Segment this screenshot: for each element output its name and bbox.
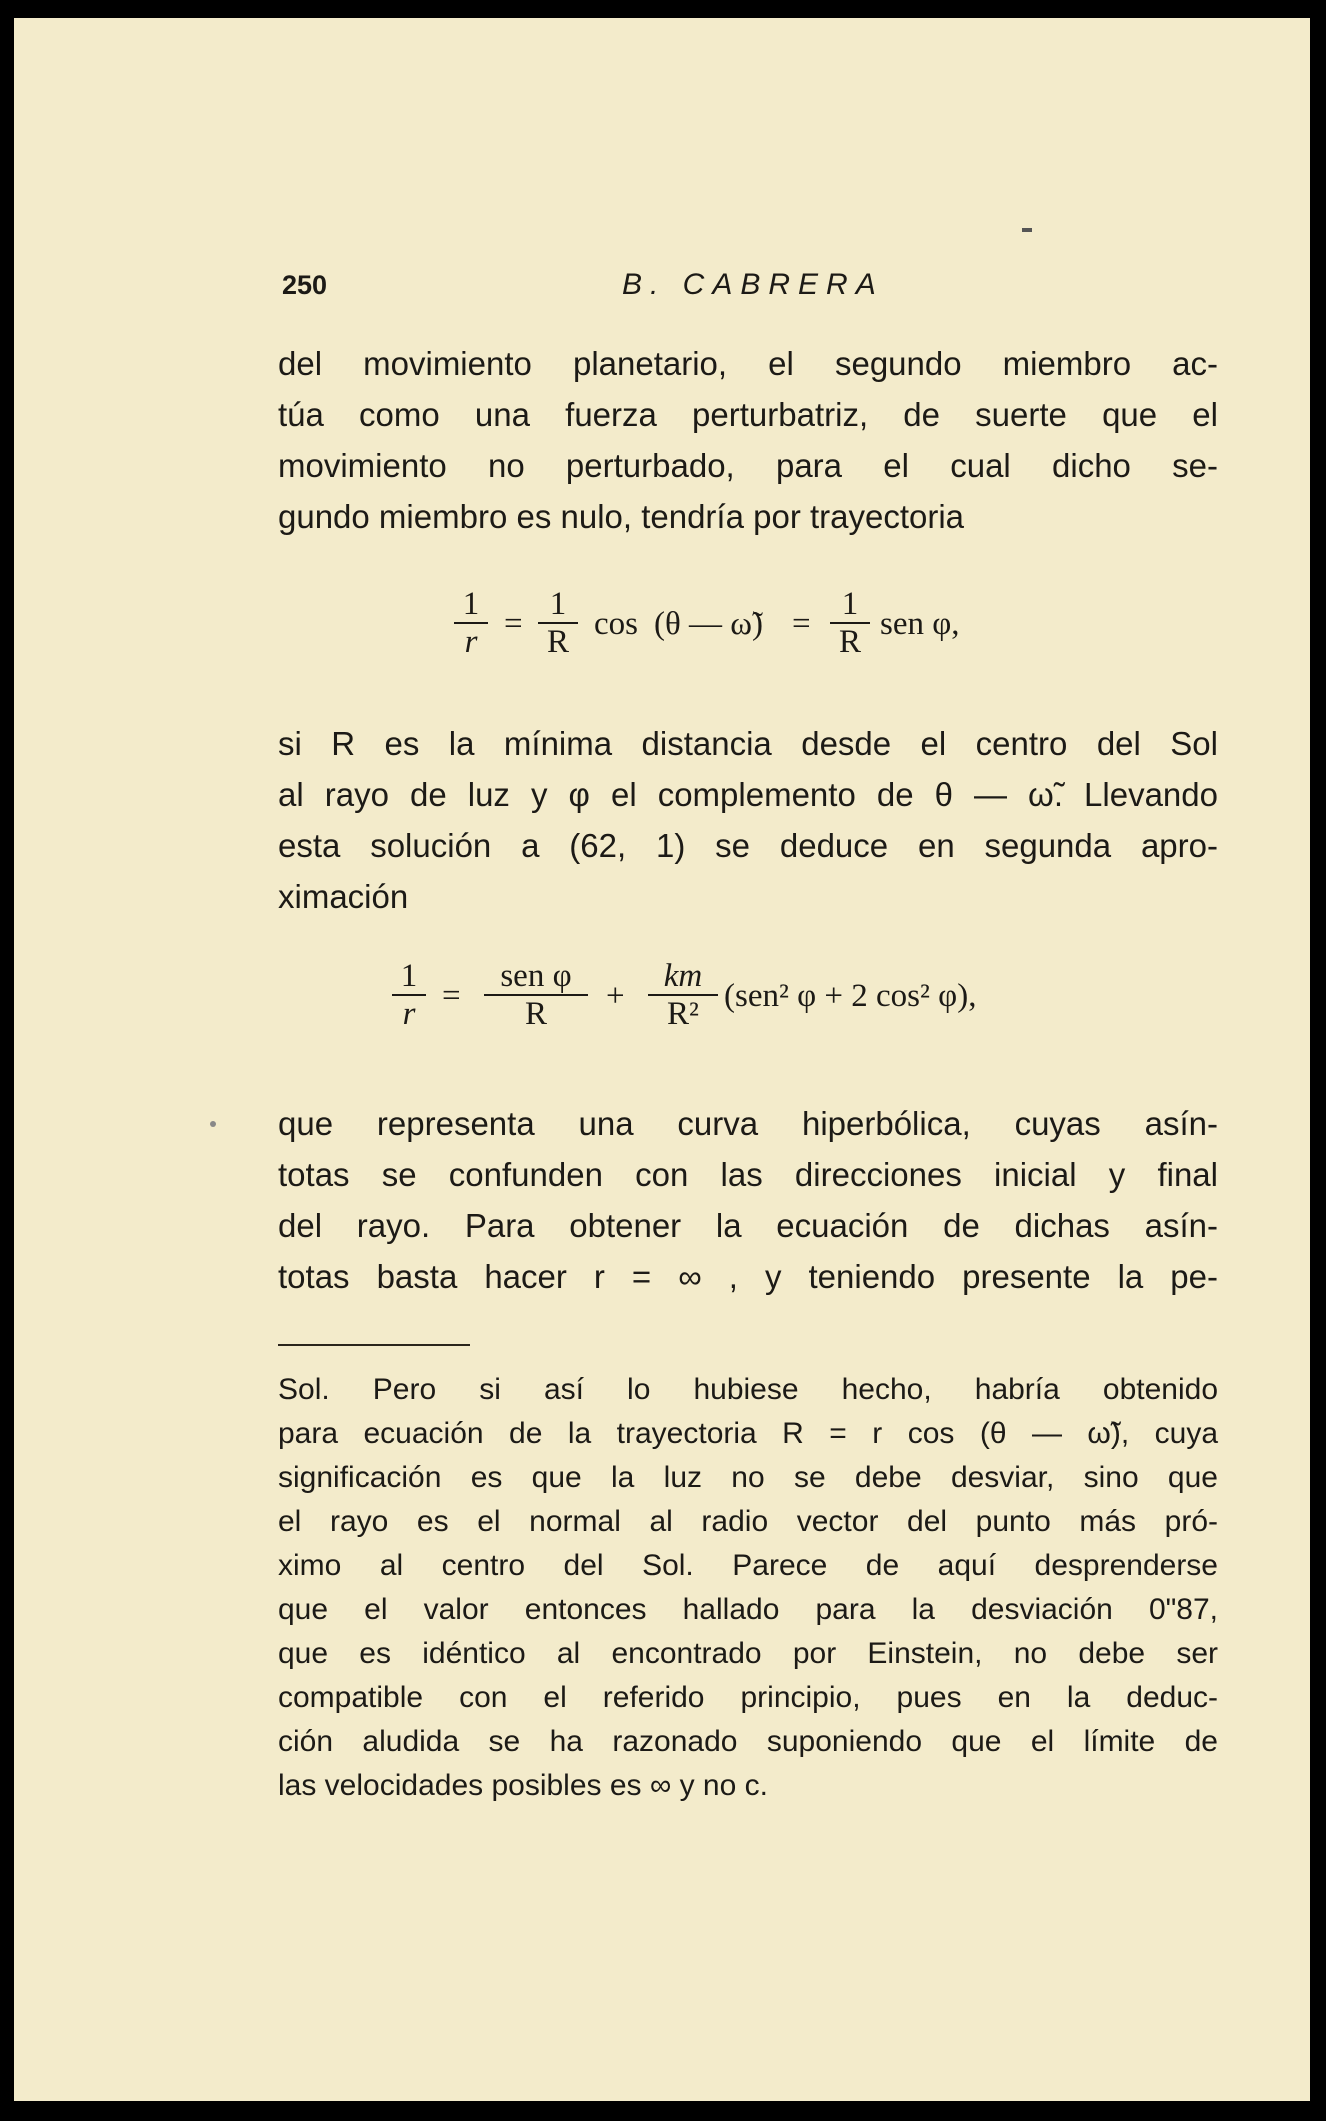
cos-argument: (θ — ω̃): [654, 606, 764, 642]
text-line: movimiento no perturbado, para el cual dicho se-: [278, 447, 1218, 484]
footnote-line: que es idéntico al encontrado por Einstein, no debe ser: [278, 1637, 1218, 1670]
paragraph-1: [278, 338, 1218, 542]
text-line: que representa una curva hiperbólica, cuyas asín-: [278, 1105, 1218, 1142]
cos-function: cos: [594, 606, 638, 642]
paragraph-2: [278, 718, 1218, 922]
equation-2: [392, 958, 1112, 1058]
footnote-line: compatible con el referido principio, pues en la deduc-: [278, 1681, 1218, 1714]
footnote-rule: [278, 1344, 470, 1346]
text-line: totas basta hacer r = ∞ , y teniendo presente la pe-: [278, 1258, 1218, 1295]
text-line: si R es la mínima distancia desde el centro del Sol: [278, 725, 1218, 762]
equals-sign: =: [792, 606, 811, 642]
footnote-line: ximo al centro del Sol. Parece de aquí desprenderse: [278, 1549, 1218, 1582]
footnote-line: para ecuación de la trayectoria R = r cos (θ — ω̃), cuya: [278, 1417, 1218, 1450]
page-number: 250: [282, 270, 328, 300]
fraction-1-over-R: $\frac{1}{R}$: [830, 586, 870, 660]
plus-sign: +: [606, 978, 625, 1014]
fraction-sen-phi-over-R: sen φ R: [484, 958, 588, 1032]
footnote: [278, 1368, 1218, 1808]
footnote-line: las velocidades posibles es ∞ y no c.: [278, 1769, 768, 1802]
text-line: al rayo de luz y φ el complemento de θ — ω̃. Llevando: [278, 776, 1218, 813]
text-line: del rayo. Para obtener la ecuación de dichas asín-: [278, 1207, 1218, 1244]
ink-dot: [210, 1121, 216, 1127]
footnote-line: que el valor entonces hallado para la desviación 0"87,: [278, 1593, 1218, 1626]
fraction-1-over-r: $\frac{1}{r}$: [454, 586, 488, 660]
text-line: túa como una fuerza perturbatriz, de suerte que el: [278, 396, 1218, 433]
paragraph-3: [278, 1098, 1218, 1302]
parenthetical-term: (sen² φ + 2 cos² φ),: [724, 978, 977, 1014]
ink-mark: [1022, 228, 1032, 232]
equals-sign: =: [442, 978, 461, 1014]
fraction-1-over-r: $\frac{1}{r}$: [392, 958, 426, 1032]
fraction-km-over-R2: $\frac{km}{\text{R²}}$: [648, 958, 718, 1032]
text-line: gundo miembro es nulo, tendría por trayectoria: [278, 498, 965, 535]
running-title: B. CABRERA: [622, 268, 884, 301]
sen-phi: sen φ,: [880, 606, 960, 642]
page-header: [282, 270, 1222, 310]
footnote-line: el rayo es el normal al radio vector del punto más pró-: [278, 1505, 1218, 1538]
text-line: esta solución a (62, 1) se deduce en segunda apro-: [278, 827, 1218, 864]
book-page: [14, 18, 1310, 2101]
footnote-line: Sol. Pero si así lo hubiese hecho, habría obtenido: [278, 1373, 1218, 1406]
equation-1: [454, 586, 1074, 676]
text-line: ximación: [278, 878, 409, 915]
equals-sign: =: [504, 606, 523, 642]
footnote-line: significación es que la luz no se debe desviar, sino que: [278, 1461, 1218, 1494]
text-line: del movimiento planetario, el segundo miembro ac-: [278, 345, 1218, 382]
footnote-line: ción aludida se ha razonado suponiendo que el límite de: [278, 1725, 1218, 1758]
text-line: totas se confunden con las direcciones inicial y final: [278, 1156, 1218, 1193]
fraction-1-over-R: $\frac{1}{R}$: [538, 586, 578, 660]
